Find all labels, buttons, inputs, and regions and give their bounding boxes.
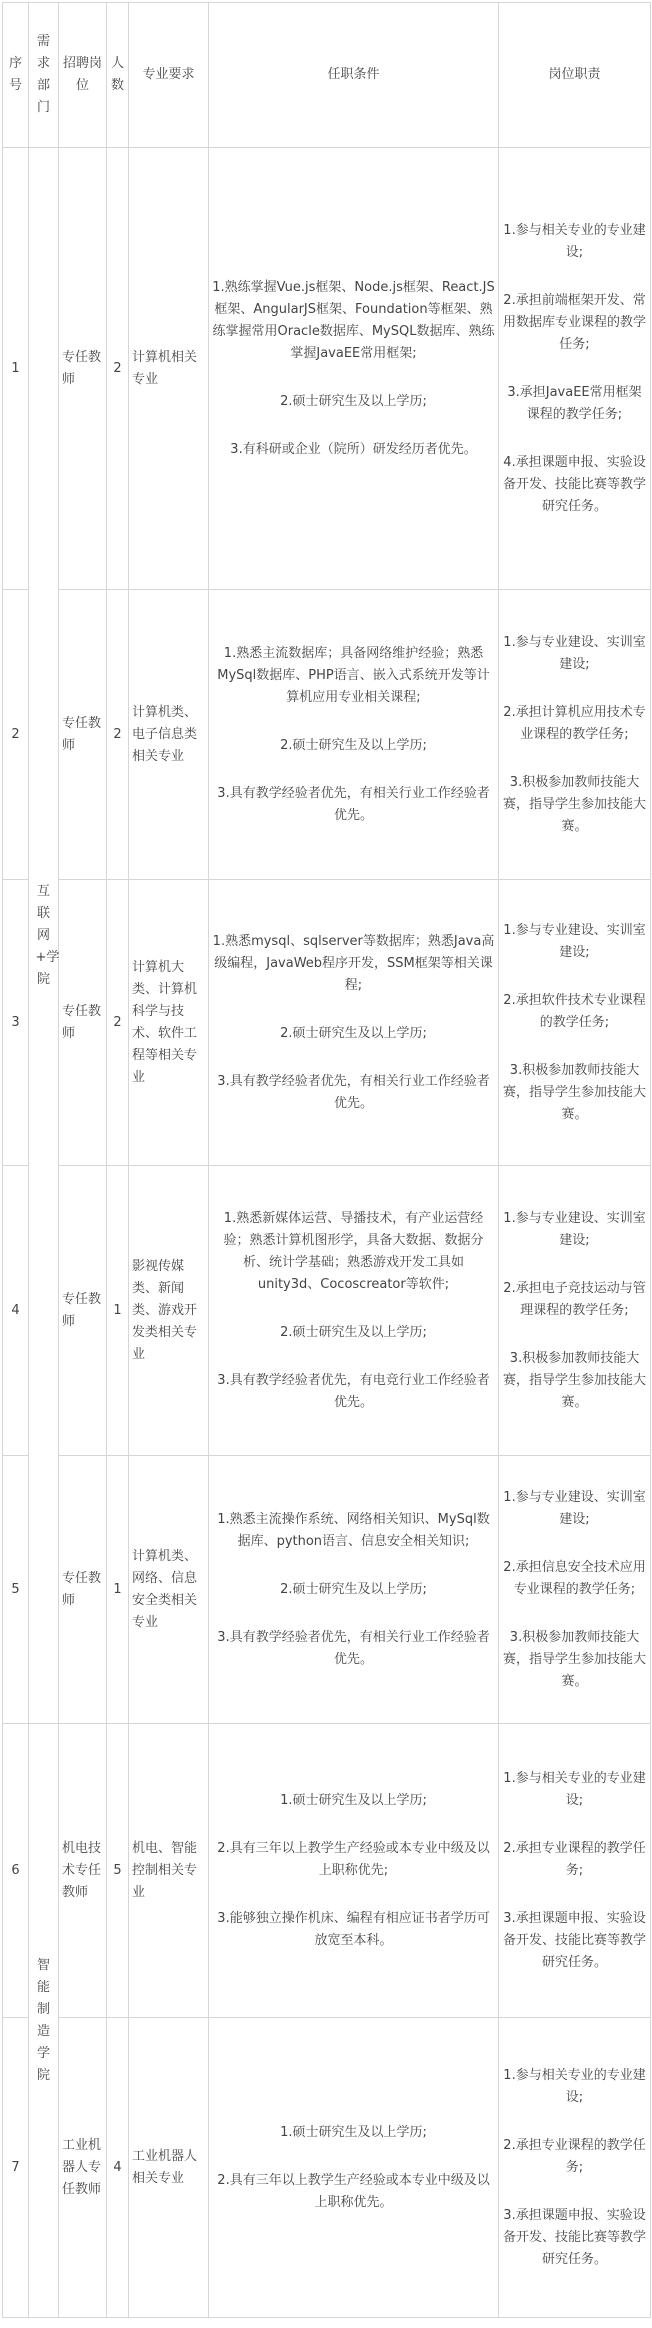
requirements-cell	[209, 1166, 499, 1456]
major-cell: 影视传媒类、新闻类、游戏开发类相关专业	[129, 1166, 209, 1456]
major-cell: 计算机类、电子信息类相关专业	[129, 590, 209, 880]
duties-cell	[499, 1456, 651, 1724]
requirement-item: 2.硕士研究生及以上学历;	[280, 393, 427, 409]
requirement-item: 3.具有教学经验者优先，有相关行业工作经验者优先。	[217, 1073, 490, 1111]
position-cell: 机电技术专任教师	[59, 1724, 107, 2018]
duties-cell	[499, 1724, 651, 2018]
requirements-cell	[209, 1456, 499, 1724]
duty-item: 3.积极参加教师技能大赛，指导学生参加技能大赛。	[502, 774, 646, 834]
major-cell: 计算机相关专业	[129, 148, 209, 590]
requirement-item: 3.具有教学经验者优先，有相关行业工作经验者优先。	[217, 785, 490, 823]
row-number: 2	[3, 590, 29, 880]
requirement-item: 1.熟悉新媒体运营、导播技术，有产业运营经验；熟悉计算机图形学，具备大数据、数据分析、统计学基础；熟悉游戏开发工具如unity3d、Cocoscreator等软件;	[223, 1210, 484, 1292]
count-cell: 2	[107, 590, 129, 880]
major-cell: 机电、智能控制相关专业	[129, 1724, 209, 2018]
requirement-item: 2.硕士研究生及以上学历;	[280, 1581, 427, 1597]
row-number: 6	[3, 1724, 29, 2018]
major-cell: 工业机器人相关专业	[129, 2018, 209, 2318]
table-row	[3, 2018, 651, 2318]
duties-cell	[499, 148, 651, 590]
duty-item: 2.承担信息安全技术应用专业课程的教学任务;	[503, 1559, 646, 1597]
dept-manufacturing: 智能制造学院	[36, 1957, 50, 2083]
table-row	[3, 1456, 651, 1724]
duty-item: 3.积极参加教师技能大赛，指导学生参加技能大赛。	[502, 1062, 646, 1122]
position-cell: 专任教师	[59, 590, 107, 880]
table-row	[3, 590, 651, 880]
requirement-item: 1.熟悉mysql、sqlserver等数据库；熟悉Java高级编程，JavaWeb程序开发，SSM框架等相关课程;	[212, 933, 495, 993]
requirement-item: 2.具有三年以上教学生产经验或本专业中级及以上职称优先。	[217, 2172, 490, 2210]
duty-item: 1.参与相关专业的专业建设;	[503, 222, 646, 260]
position-cell: 专任教师	[59, 1166, 107, 1456]
duties-cell	[499, 2018, 651, 2318]
duty-item: 3.承担JavaEE常用框架课程的教学任务;	[507, 384, 642, 422]
requirement-item: 1.硕士研究生及以上学历;	[280, 2124, 427, 2140]
row-number: 7	[3, 2018, 29, 2318]
duty-item: 2.承担电子竞技运动与管理课程的教学任务;	[503, 1280, 646, 1318]
duty-item: 1.参与相关专业的专业建设;	[503, 1770, 646, 1808]
duty-item: 1.参与专业建设、实训室建设;	[503, 1210, 646, 1248]
duties-cell	[499, 590, 651, 880]
duty-item: 2.承担软件技术专业课程的教学任务;	[503, 992, 646, 1030]
position-cell: 专任教师	[59, 880, 107, 1166]
position-cell: 专任教师	[59, 1456, 107, 1724]
count-cell: 5	[107, 1724, 129, 2018]
count-cell: 4	[107, 2018, 129, 2318]
row-number: 4	[3, 1166, 29, 1456]
duty-item: 3.承担课题申报、实验设备开发、技能比赛等教学研究任务。	[502, 2207, 646, 2267]
count-cell: 1	[107, 1166, 129, 1456]
dept-cell	[29, 1724, 59, 2318]
requirements-cell	[209, 2018, 499, 2318]
requirements-cell	[209, 1724, 499, 2018]
table-row	[3, 1166, 651, 1456]
requirements-cell	[209, 590, 499, 880]
header-position: 招聘岗位	[59, 3, 107, 148]
requirement-item: 1.熟悉主流数据库；具备网络维护经验；熟悉MySql数据库、PHP语言、嵌入式系统开发等计算机应用专业相关课程;	[217, 645, 490, 705]
requirements-cell	[209, 148, 499, 590]
position-cell: 工业机器人专任教师	[59, 2018, 107, 2318]
duty-item: 3.承担课题申报、实验设备开发、技能比赛等教学研究任务。	[502, 1910, 646, 1970]
header-row	[3, 3, 651, 148]
table-row	[3, 1724, 651, 2018]
requirement-item: 2.具有三年以上教学生产经验或本专业中级及以上职称优先;	[217, 1840, 490, 1878]
dept-internet: 互联网+学院	[35, 883, 60, 987]
requirement-item: 2.硕士研究生及以上学历;	[280, 1324, 427, 1340]
count-cell: 2	[107, 148, 129, 590]
requirement-item: 3.能够独立操作机床、编程有相应证书者学历可放宽至本科。	[217, 1910, 490, 1948]
duties-cell	[499, 880, 651, 1166]
count-cell: 2	[107, 880, 129, 1166]
row-number: 1	[3, 148, 29, 590]
requirements-cell	[209, 880, 499, 1166]
header-no: 序号	[3, 3, 29, 148]
position-cell: 专任教师	[59, 148, 107, 590]
major-cell: 计算机类、网络、信息安全类相关专业	[129, 1456, 209, 1724]
header-dept	[29, 3, 59, 148]
header-requirements: 任职条件	[209, 3, 499, 148]
requirement-item: 1.熟悉主流操作系统、网络相关知识、MySql数据库、python语言、信息安全相关知识;	[217, 1511, 490, 1549]
duty-item: 2.承担专业课程的教学任务;	[503, 1840, 646, 1878]
dept-cell	[29, 148, 59, 1724]
duty-item: 3.积极参加教师技能大赛，指导学生参加技能大赛。	[502, 1350, 646, 1410]
requirement-item: 3.具有教学经验者优先，有电竞行业工作经验者优先。	[217, 1372, 490, 1410]
duty-item: 1.参与相关专业的专业建设;	[503, 2067, 646, 2105]
header-count: 人数	[107, 3, 129, 148]
requirement-item: 3.有科研或企业（院所）研发经历者优先。	[230, 441, 477, 457]
requirement-item: 1.硕士研究生及以上学历;	[280, 1792, 427, 1808]
row-number: 3	[3, 880, 29, 1166]
header-dept-text: 需求部门	[36, 34, 50, 115]
duty-item: 3.积极参加教师技能大赛，指导学生参加技能大赛。	[502, 1629, 646, 1689]
recruitment-table	[2, 2, 651, 2318]
duties-cell	[499, 1166, 651, 1456]
requirement-item: 1.熟练掌握Vue.js框架、Node.js框架、React.JS框架、AngularJS框架、Foundation等框架、熟练掌握常用Oracle数据库、MySQL数据库、熟练掌握JavaEE常用框架;	[212, 279, 495, 361]
duty-item: 2.承担计算机应用技术专业课程的教学任务;	[503, 704, 646, 742]
duty-item: 2.承担前端框架开发、常用数据库专业课程的教学任务;	[502, 292, 646, 352]
duty-item: 1.参与专业建设、实训室建设;	[503, 1489, 646, 1527]
table-row	[3, 880, 651, 1166]
table-row	[3, 148, 651, 590]
duty-item: 1.参与专业建设、实训室建设;	[503, 922, 646, 960]
duty-item: 2.承担专业课程的教学任务;	[503, 2137, 646, 2175]
header-major: 专业要求	[129, 3, 209, 148]
header-duties: 岗位职责	[499, 3, 651, 148]
duty-item: 4.承担课题申报、实验设备开发、技能比赛等教学研究任务。	[502, 454, 646, 514]
major-cell: 计算机大类、计算机科学与技术、软件工程等相关专业	[129, 880, 209, 1166]
count-cell: 1	[107, 1456, 129, 1724]
requirement-item: 2.硕士研究生及以上学历;	[280, 737, 427, 753]
requirement-item: 3.具有教学经验者优先，有相关行业工作经验者优先。	[217, 1629, 490, 1667]
requirement-item: 2.硕士研究生及以上学历;	[280, 1025, 427, 1041]
row-number: 5	[3, 1456, 29, 1724]
duty-item: 1.参与专业建设、实训室建设;	[503, 634, 646, 672]
